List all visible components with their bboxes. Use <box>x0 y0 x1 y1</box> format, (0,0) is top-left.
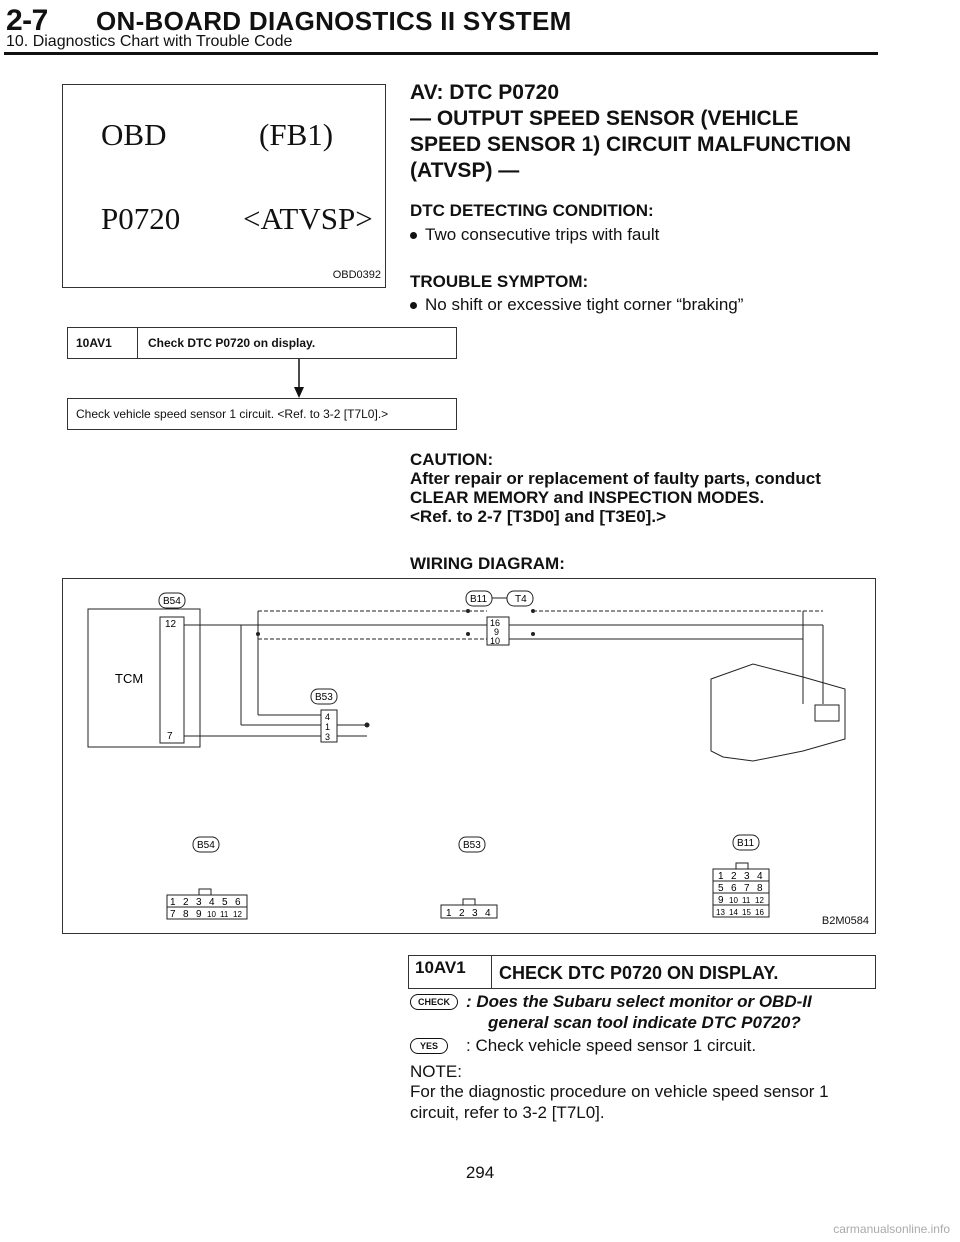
detecting-item-text: Two consecutive trips with fault <box>425 225 660 244</box>
step-title: CHECK DTC P0720 ON DISPLAY. <box>499 963 779 983</box>
b11-pin: 9 <box>718 895 724 906</box>
step-header <box>408 955 876 989</box>
b11-pin-10: 10 <box>490 636 501 646</box>
b54-pin: 1 <box>170 897 176 908</box>
b11-pin-16: 16 <box>490 618 501 628</box>
dtc-heading <box>410 80 890 184</box>
b53-pin: 2 <box>459 908 465 919</box>
header-rule <box>4 52 878 55</box>
note-text <box>410 1081 829 1123</box>
b54-pin: 8 <box>183 909 189 920</box>
flow-arrow-icon <box>290 359 310 399</box>
obd-display-figure <box>62 84 386 288</box>
figure-code: OBD0392 <box>332 269 381 281</box>
b53-pin: 4 <box>485 908 491 919</box>
obd-label: OBD <box>101 117 167 152</box>
b53-pin: 3 <box>472 908 478 919</box>
detecting-label: DTC DETECTING CONDITION: <box>410 201 654 220</box>
heading-line: — OUTPUT SPEED SENSOR (VEHICLE <box>410 107 799 130</box>
b54-pin: 9 <box>196 909 202 920</box>
b11-pin: 16 <box>755 908 764 917</box>
b54-pin: 12 <box>233 910 242 919</box>
caution-text <box>410 469 880 526</box>
watermark: carmanualsonline.info <box>833 1222 950 1236</box>
note-line: For the diagnostic procedure on vehicle speed sensor 1 <box>410 1082 829 1101</box>
check-question <box>466 991 812 1033</box>
caution-line: After repair or replacement of faulty parts, conduct <box>410 469 821 488</box>
heading-line: SPEED SENSOR 1) CIRCUIT MALFUNCTION <box>410 133 852 156</box>
yes-badge-icon: YES <box>410 1038 448 1054</box>
b11-pin: 4 <box>757 871 763 882</box>
b11-pin: 13 <box>716 908 725 917</box>
dtc-code-label: P0720 <box>101 201 181 236</box>
caution-line: CLEAR MEMORY and INSPECTION MODES. <box>410 488 765 507</box>
note-line: circuit, refer to 3-2 [T7L0]. <box>410 1103 605 1122</box>
b11-pin: 12 <box>755 896 764 905</box>
b54-pin: 4 <box>209 897 215 908</box>
b53-pin: 1 <box>446 908 452 919</box>
caution-line: <Ref. to 2-7 [T3D0] and [T3E0].> <box>410 507 666 526</box>
b54-tag: B54 <box>163 596 181 607</box>
note-label: NOTE: <box>410 1062 462 1081</box>
b11-pin: 10 <box>729 896 738 905</box>
yes-answer: : Check vehicle speed sensor 1 circuit. <box>466 1036 757 1055</box>
flow-step-code: 10AV1 <box>68 328 138 358</box>
tcm-pin-7: 7 <box>167 731 173 742</box>
b54-pin: 5 <box>222 897 228 908</box>
symptom-item-text: No shift or excessive tight corner “braking” <box>425 295 744 314</box>
b54-callout: B54 <box>197 840 215 851</box>
section-number: 2-7 <box>6 4 48 37</box>
check-line: : Does the Subaru select monitor or OBD-II <box>466 992 812 1011</box>
wiring-diagram-svg <box>63 579 875 933</box>
b11-pin: 5 <box>718 883 724 894</box>
caution-label: CAUTION: <box>410 450 494 469</box>
heading-line: (ATVSP) — <box>410 159 520 182</box>
detecting-item <box>410 225 659 245</box>
b11-callout: B11 <box>737 838 755 849</box>
b11-tag: B11 <box>470 594 488 605</box>
b54-pin: 6 <box>235 897 241 908</box>
flowchart-next: Check vehicle speed sensor 1 circuit. <Ref. to 3-2 [T7L0].> <box>67 398 457 430</box>
b53-tag: B53 <box>315 692 333 703</box>
b11-pin: 3 <box>744 871 750 882</box>
flowchart-step <box>67 327 457 359</box>
b54-pin: 2 <box>183 897 189 908</box>
t4-tag: T4 <box>515 594 527 605</box>
b11-pin: 8 <box>757 883 763 894</box>
section-title: ON-BOARD DIAGNOSTICS II SYSTEM <box>96 6 572 36</box>
bullet-icon <box>410 302 417 309</box>
page-number: 294 <box>465 1163 495 1182</box>
tcm-pin-12: 12 <box>165 619 177 630</box>
b54-pin: 11 <box>220 910 229 919</box>
b53-pin-1: 1 <box>325 722 331 732</box>
b53-pin-3: 3 <box>325 732 331 742</box>
check-badge-icon: CHECK <box>410 994 458 1010</box>
b11-pin: 7 <box>744 883 750 894</box>
b54-pin: 10 <box>207 910 216 919</box>
b11-pin-9: 9 <box>494 627 500 637</box>
tcm-label: TCM <box>115 671 144 686</box>
wiring-figure-code: B2M0584 <box>821 915 869 927</box>
heading-line: AV: DTC P0720 <box>410 81 559 104</box>
b11-pin: 11 <box>742 896 751 905</box>
b53-callout: B53 <box>463 840 481 851</box>
b11-pin: 2 <box>731 871 737 882</box>
bullet-icon <box>410 232 417 239</box>
symptom-label: TROUBLE SYMPTOM: <box>410 272 589 291</box>
wiring-diagram <box>62 578 876 934</box>
atvsp-label: <ATVSP> <box>243 201 373 236</box>
b11-pin: 1 <box>718 871 724 882</box>
b54-pin: 3 <box>196 897 202 908</box>
subsection-title: 10. Diagnostics Chart with Trouble Code <box>6 33 293 50</box>
symptom-item <box>410 295 743 315</box>
b11-pin: 15 <box>742 908 751 917</box>
b53-pin-4: 4 <box>325 712 331 722</box>
flow-step-text: Check DTC P0720 on display. <box>148 336 316 350</box>
wiring-label: WIRING DIAGRAM: <box>410 554 565 573</box>
step-code: 10AV1 <box>409 956 492 988</box>
b11-pin: 14 <box>729 908 738 917</box>
b11-pin: 6 <box>731 883 737 894</box>
b54-pin: 7 <box>170 909 176 920</box>
fb1-label: (FB1) <box>259 117 334 152</box>
check-line: general scan tool indicate DTC P0720? <box>488 1013 801 1032</box>
